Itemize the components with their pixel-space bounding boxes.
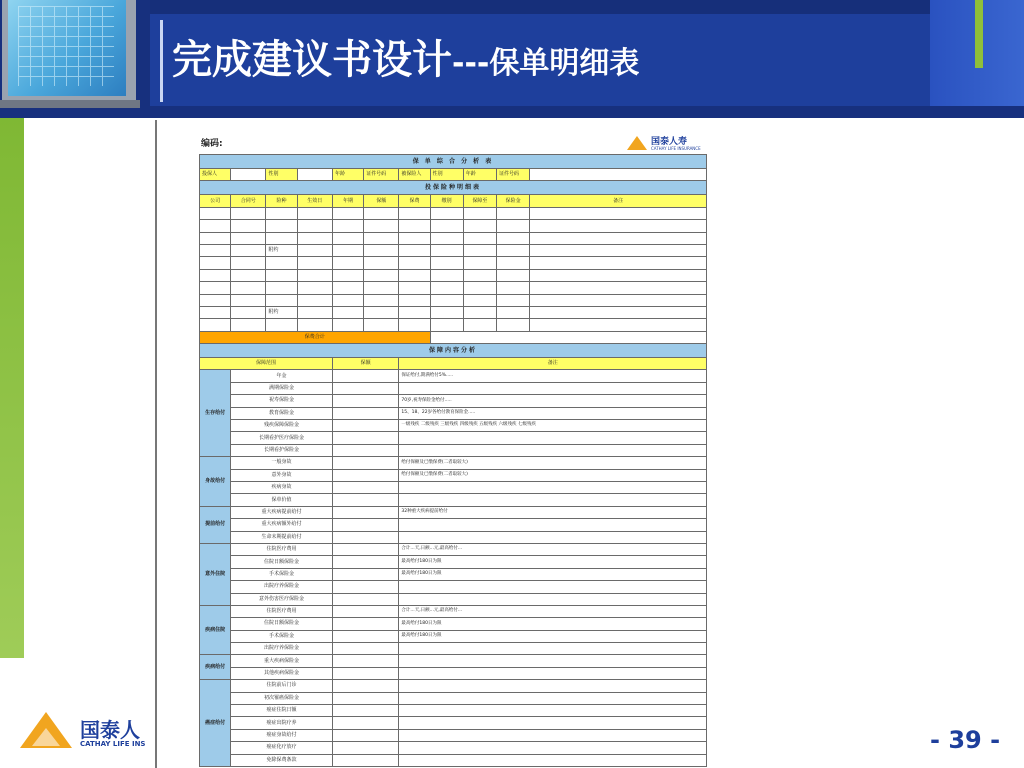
coverage-group-label: 身故给付 <box>200 457 231 507</box>
detail-cell <box>399 244 430 256</box>
analysis-header-note: 备注 <box>399 358 707 370</box>
detail-cell <box>497 294 530 306</box>
coverage-amount-cell <box>332 717 398 729</box>
section-detail-title: 投保险种明细表 <box>200 181 707 195</box>
policy-summary-table <box>199 154 707 767</box>
detail-cell <box>332 294 363 306</box>
coverage-note-cell <box>399 692 707 704</box>
coverage-note-cell: 最高给付180日为限 <box>399 568 707 580</box>
coverage-note-cell <box>399 680 707 692</box>
detail-cell <box>399 282 430 294</box>
detail-cell <box>463 244 496 256</box>
title-divider <box>160 20 163 102</box>
doc-code-label: 编码: <box>201 139 223 149</box>
detail-cell <box>231 294 266 306</box>
detail-header-cell: 险种 <box>266 195 297 207</box>
premium-total-value <box>430 331 706 343</box>
detail-cell <box>430 207 463 219</box>
detail-cell <box>200 220 231 232</box>
detail-cell <box>297 282 332 294</box>
detail-cell <box>332 306 363 318</box>
detail-cell <box>231 282 266 294</box>
id-label: 证件号码 <box>364 169 399 181</box>
detail-cell <box>364 282 399 294</box>
detail-cell <box>297 232 332 244</box>
detail-cell <box>530 269 707 281</box>
coverage-item-label: 重大疾病提前给付 <box>231 506 333 518</box>
detail-cell <box>430 294 463 306</box>
coverage-amount-cell <box>332 481 398 493</box>
detail-cell <box>463 220 496 232</box>
slide-title-main: 完成建议书设计 <box>172 37 452 83</box>
coverage-amount-cell <box>332 680 398 692</box>
gender2-label: 性别 <box>430 169 463 181</box>
slide-title-sub: ---保单明细表 <box>452 46 640 81</box>
coverage-amount-cell <box>332 444 398 456</box>
detail-cell <box>332 244 363 256</box>
coverage-note-cell <box>399 382 707 394</box>
detail-cell <box>497 282 530 294</box>
coverage-amount-cell <box>332 630 398 642</box>
detail-cell <box>231 207 266 219</box>
detail-cell <box>497 220 530 232</box>
detail-cell <box>266 282 297 294</box>
coverage-amount-cell <box>332 692 398 704</box>
detail-cell <box>364 207 399 219</box>
coverage-note-cell: 合计...天,日额...元,最高给付... <box>399 605 707 617</box>
coverage-note-cell <box>399 519 707 531</box>
detail-cell <box>463 257 496 269</box>
coverage-note-cell <box>399 444 707 456</box>
detail-cell <box>530 244 707 256</box>
page-number: - 39 - <box>930 726 1001 754</box>
analysis-header-scope: 保障范围 <box>200 358 333 370</box>
detail-cell <box>399 207 430 219</box>
detail-cell <box>332 207 363 219</box>
detail-cell <box>530 294 707 306</box>
detail-cell <box>297 306 332 318</box>
detail-cell <box>266 207 297 219</box>
id2-label: 证件号码 <box>497 169 530 181</box>
detail-cell <box>231 306 266 318</box>
detail-cell <box>332 220 363 232</box>
detail-cell <box>463 319 496 331</box>
coverage-item-label: 教育保险金 <box>231 407 333 419</box>
footer-company-logo <box>20 708 160 758</box>
detail-cell <box>497 306 530 318</box>
coverage-item-label: 手术保险金 <box>231 630 333 642</box>
coverage-note-cell <box>399 432 707 444</box>
coverage-note-cell: 最高给付180日为限 <box>399 618 707 630</box>
detail-header-cell: 年期 <box>332 195 363 207</box>
detail-cell <box>200 207 231 219</box>
coverage-amount-cell <box>332 593 398 605</box>
coverage-item-label: 癌症化疗放疗 <box>231 742 333 754</box>
doc-logo-text: 国泰人寿 <box>651 137 688 147</box>
coverage-item-label: 残疾保障保险金 <box>231 420 333 432</box>
detail-cell <box>430 269 463 281</box>
coverage-item-label: 保单价值 <box>231 494 333 506</box>
detail-header-cell: 缴别 <box>430 195 463 207</box>
detail-cell <box>266 232 297 244</box>
coverage-note-cell <box>399 742 707 754</box>
detail-cell <box>463 294 496 306</box>
coverage-item-label: 住院医疗费用 <box>231 605 333 617</box>
coverage-item-label: 祝寿保险金 <box>231 395 333 407</box>
coverage-group-label: 生存给付 <box>200 370 231 457</box>
coverage-amount-cell <box>332 407 398 419</box>
policy-document-image <box>155 120 733 768</box>
detail-cell <box>399 257 430 269</box>
detail-cell <box>497 269 530 281</box>
coverage-item-label: 住院前后门诊 <box>231 680 333 692</box>
detail-cell <box>297 220 332 232</box>
coverage-note-cell: 保证给付,期满给付5%..... <box>399 370 707 382</box>
coverage-note-cell: 最高给付180日为限 <box>399 630 707 642</box>
coverage-amount-cell <box>332 457 398 469</box>
detail-cell <box>266 294 297 306</box>
detail-cell <box>231 257 266 269</box>
detail-header-cell: 备注 <box>530 195 707 207</box>
coverage-note-cell <box>399 667 707 679</box>
detail-cell <box>297 294 332 306</box>
coverage-item-label: 住院日额保险金 <box>231 618 333 630</box>
coverage-note-cell <box>399 705 707 717</box>
coverage-item-label: 癌症住院日额 <box>231 705 333 717</box>
coverage-note-cell <box>399 531 707 543</box>
doc-logo-sub: CATHAY LIFE INSURANCE <box>651 146 701 151</box>
detail-cell <box>530 207 707 219</box>
detail-cell <box>430 257 463 269</box>
detail-header-cell: 合同号 <box>231 195 266 207</box>
detail-cell <box>399 294 430 306</box>
coverage-group-label: 疾病给付 <box>200 655 231 680</box>
coverage-note-cell <box>399 481 707 493</box>
detail-cell <box>231 319 266 331</box>
coverage-amount-cell <box>332 655 398 667</box>
detail-cell <box>364 319 399 331</box>
coverage-amount-cell <box>332 729 398 741</box>
detail-cell <box>364 269 399 281</box>
coverage-note-cell: 一级残疾 二级残疾 三级残疾 四级残疾 五级残疾 六级残疾 七级残疾 <box>399 420 707 432</box>
coverage-group-label: 意外住院 <box>200 543 231 605</box>
detail-cell <box>399 306 430 318</box>
footer-logo-text: 国泰人 <box>80 718 140 742</box>
detail-cell <box>430 244 463 256</box>
detail-cell <box>497 319 530 331</box>
detail-cell <box>497 232 530 244</box>
coverage-group-label: 癌症给付 <box>200 680 231 767</box>
beneficiary-label: 被保险人 <box>399 169 430 181</box>
coverage-group-label: 提前给付 <box>200 506 231 543</box>
coverage-amount-cell <box>332 494 398 506</box>
coverage-note-cell: 给付保额及已缴保费(二者取较大) <box>399 469 707 481</box>
monitor-base <box>0 100 140 108</box>
coverage-amount-cell <box>332 370 398 382</box>
coverage-item-label: 免除保费条款 <box>231 754 333 766</box>
header-top-strip <box>150 0 1024 14</box>
detail-cell <box>297 257 332 269</box>
coverage-amount-cell <box>332 382 398 394</box>
detail-cell <box>200 244 231 256</box>
coverage-note-cell <box>399 643 707 655</box>
detail-cell <box>332 282 363 294</box>
coverage-amount-cell <box>332 605 398 617</box>
detail-header-cell: 公司 <box>200 195 231 207</box>
detail-cell <box>332 257 363 269</box>
detail-cell <box>530 306 707 318</box>
detail-header-cell: 保费 <box>399 195 430 207</box>
section-analysis-title: 保障内容分析 <box>200 344 707 358</box>
coverage-amount-cell <box>332 519 398 531</box>
coverage-note-cell <box>399 717 707 729</box>
detail-cell <box>200 319 231 331</box>
coverage-item-label: 疾病身故 <box>231 481 333 493</box>
coverage-note-cell: 合计...天,日额...元,最高给付... <box>399 543 707 555</box>
detail-cell <box>399 269 430 281</box>
detail-cell <box>297 269 332 281</box>
detail-cell <box>530 232 707 244</box>
coverage-item-label: 一般身故 <box>231 457 333 469</box>
detail-cell <box>530 220 707 232</box>
green-side-band <box>0 118 24 658</box>
coverage-amount-cell <box>332 506 398 518</box>
detail-cell <box>364 306 399 318</box>
detail-cell <box>463 306 496 318</box>
detail-cell <box>530 282 707 294</box>
detail-cell <box>364 220 399 232</box>
coverage-note-cell: 15、18、22岁各给付教育保险金..... <box>399 407 707 419</box>
coverage-item-label: 住院日额保险金 <box>231 556 333 568</box>
detail-cell <box>430 220 463 232</box>
rider-label: 附约 <box>266 306 297 318</box>
detail-cell <box>200 257 231 269</box>
footer-logo-sub: CATHAY LIFE INS <box>80 740 146 748</box>
coverage-amount-cell <box>332 543 398 555</box>
coverage-amount-cell <box>332 754 398 766</box>
coverage-item-label: 生命末期提前给付 <box>231 531 333 543</box>
coverage-item-label: 满期保险金 <box>231 382 333 394</box>
detail-cell <box>200 294 231 306</box>
detail-cell <box>364 294 399 306</box>
coverage-item-label: 年金 <box>231 370 333 382</box>
monitor-graphic <box>0 0 150 118</box>
coverage-note-cell <box>399 494 707 506</box>
coverage-amount-cell <box>332 556 398 568</box>
detail-cell <box>399 232 430 244</box>
section-main-title: 保 单 综 合 分 析 表 <box>200 155 707 169</box>
coverage-amount-cell <box>332 705 398 717</box>
coverage-note-cell <box>399 754 707 766</box>
detail-cell <box>332 269 363 281</box>
detail-cell <box>297 319 332 331</box>
monitor-screen <box>8 0 126 96</box>
coverage-item-label: 癌症出院疗养 <box>231 717 333 729</box>
coverage-item-label: 重大疾病额外给付 <box>231 519 333 531</box>
coverage-amount-cell <box>332 568 398 580</box>
coverage-amount-cell <box>332 395 398 407</box>
detail-header-cell: 保额 <box>364 195 399 207</box>
detail-cell <box>266 257 297 269</box>
coverage-amount-cell <box>332 531 398 543</box>
detail-cell <box>463 232 496 244</box>
detail-cell <box>364 244 399 256</box>
coverage-item-label: 出院疗养保险金 <box>231 643 333 655</box>
gender-label: 性别 <box>266 169 297 181</box>
slide-title <box>172 28 639 85</box>
detail-cell <box>200 306 231 318</box>
detail-cell <box>231 244 266 256</box>
coverage-item-label: 住院医疗费用 <box>231 543 333 555</box>
green-accent-strip <box>975 0 983 68</box>
coverage-item-label: 长期看护保险金 <box>231 444 333 456</box>
coverage-item-label: 癌症身故给付 <box>231 729 333 741</box>
detail-cell <box>399 220 430 232</box>
coverage-amount-cell <box>332 581 398 593</box>
applicant-label: 投保人 <box>200 169 231 181</box>
detail-cell <box>463 207 496 219</box>
age-label: 年龄 <box>332 169 363 181</box>
detail-cell <box>364 257 399 269</box>
coverage-item-label: 初次罹癌保险金 <box>231 692 333 704</box>
detail-cell <box>231 220 266 232</box>
detail-cell <box>266 220 297 232</box>
coverage-item-label: 意外伤害医疗保险金 <box>231 593 333 605</box>
coverage-amount-cell <box>332 420 398 432</box>
detail-cell <box>200 232 231 244</box>
coverage-amount-cell <box>332 432 398 444</box>
detail-cell <box>200 282 231 294</box>
detail-cell <box>266 269 297 281</box>
detail-cell <box>430 306 463 318</box>
header-bottom-strip <box>0 106 1024 118</box>
coverage-item-label: 手术保险金 <box>231 568 333 580</box>
detail-cell <box>530 257 707 269</box>
detail-cell <box>463 282 496 294</box>
detail-cell <box>430 282 463 294</box>
premium-total-label: 保费合计 <box>200 331 431 343</box>
detail-cell <box>497 244 530 256</box>
detail-cell <box>231 269 266 281</box>
coverage-amount-cell <box>332 618 398 630</box>
coverage-item-label: 意外身故 <box>231 469 333 481</box>
detail-cell <box>332 232 363 244</box>
coverage-amount-cell <box>332 469 398 481</box>
detail-cell <box>463 269 496 281</box>
detail-cell <box>297 244 332 256</box>
detail-cell <box>399 319 430 331</box>
detail-header-cell: 生效日 <box>297 195 332 207</box>
detail-cell <box>497 207 530 219</box>
detail-cell <box>297 207 332 219</box>
coverage-item-label: 重大疾病保险金 <box>231 655 333 667</box>
analysis-header-amount: 保额 <box>332 358 398 370</box>
detail-cell <box>430 319 463 331</box>
coverage-amount-cell <box>332 667 398 679</box>
detail-cell <box>200 269 231 281</box>
coverage-group-label: 疾病住院 <box>200 605 231 655</box>
coverage-item-label: 其他疾病保险金 <box>231 667 333 679</box>
coverage-note-cell <box>399 655 707 667</box>
coverage-item-label: 长期看护医疗保险金 <box>231 432 333 444</box>
coverage-note-cell <box>399 729 707 741</box>
detail-header-cell: 保障至 <box>463 195 496 207</box>
detail-cell <box>266 319 297 331</box>
age2-label: 年龄 <box>463 169 496 181</box>
logo-triangle-icon <box>627 136 647 150</box>
detail-cell <box>332 319 363 331</box>
detail-cell <box>231 232 266 244</box>
detail-cell <box>497 257 530 269</box>
detail-cell <box>430 232 463 244</box>
coverage-note-cell: 32种重大疾病提前给付 <box>399 506 707 518</box>
coverage-item-label: 出院疗养保险金 <box>231 581 333 593</box>
detail-header-cell: 保险金 <box>497 195 530 207</box>
coverage-note-cell: 最高给付180日为限 <box>399 556 707 568</box>
detail-cell <box>364 232 399 244</box>
coverage-note-cell <box>399 593 707 605</box>
coverage-amount-cell <box>332 742 398 754</box>
coverage-note-cell: 给付保额及已缴保费(二者取较大) <box>399 457 707 469</box>
detail-cell <box>530 319 707 331</box>
coverage-note-cell: 70岁,祝寿保险金给付..... <box>399 395 707 407</box>
coverage-amount-cell <box>332 643 398 655</box>
coverage-note-cell <box>399 581 707 593</box>
rider-label: 附约 <box>266 244 297 256</box>
